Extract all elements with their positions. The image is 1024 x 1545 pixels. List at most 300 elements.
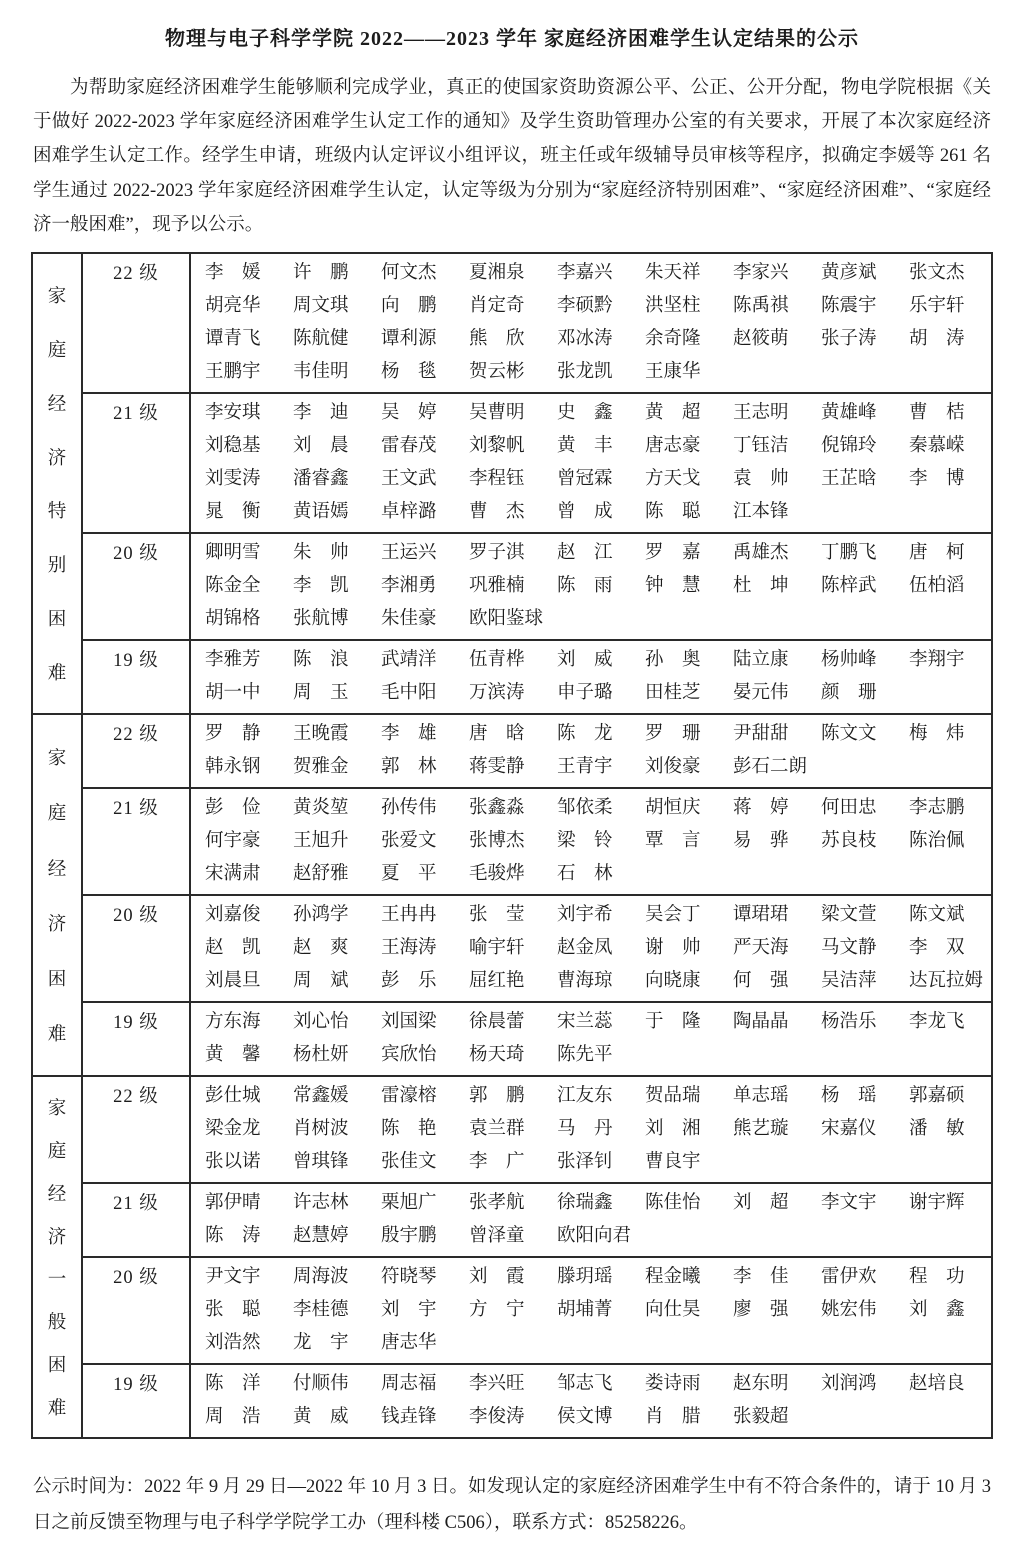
- student-name: 黄 丰: [557, 436, 613, 457]
- student-name: 夏湘泉: [469, 263, 525, 284]
- table-row: [32, 1257, 992, 1364]
- student-name: 李志鹏: [909, 798, 965, 819]
- student-name: 李俊涛: [469, 1407, 525, 1428]
- student-name: 李家兴: [733, 263, 789, 284]
- student-name: 单志瑶: [733, 1086, 789, 1107]
- student-name: 程 功: [909, 1267, 965, 1288]
- student-name: 韦佳明: [293, 362, 349, 383]
- student-name: 李程钰: [469, 469, 525, 490]
- category-char: 难: [47, 1399, 67, 1420]
- student-name: 丁钰洁: [733, 436, 789, 457]
- student-name: 宋满肃: [205, 864, 261, 885]
- category-char: 难: [47, 1024, 67, 1045]
- student-name: 李雅芳: [205, 650, 261, 671]
- student-name: 王晚霞: [293, 724, 349, 745]
- name-row: [205, 496, 987, 529]
- table-row: [32, 533, 992, 640]
- table-row: [32, 640, 992, 714]
- table-row: [32, 1183, 992, 1257]
- student-name: 曹海琼: [557, 971, 613, 992]
- name-row: [205, 751, 987, 784]
- name-row: [205, 430, 987, 463]
- student-name: 李 广: [469, 1152, 525, 1173]
- student-name: 贺品瑞: [645, 1086, 701, 1107]
- student-name: 刘雯涛: [205, 469, 261, 490]
- table-row: [32, 1076, 992, 1183]
- student-name: 何文杰: [381, 263, 437, 284]
- student-name: 夏 平: [381, 864, 437, 885]
- student-name: 张龙凯: [557, 362, 613, 383]
- student-name: 曾冠霖: [557, 469, 613, 490]
- name-row: [205, 858, 987, 891]
- student-name: 秦慕嵘: [909, 436, 965, 457]
- names-cell: [190, 393, 992, 533]
- table-row: [32, 714, 992, 788]
- names-cell: [190, 253, 992, 393]
- name-row: [205, 463, 987, 496]
- student-name: 赵 江: [557, 543, 613, 564]
- student-name: 万滨涛: [469, 683, 525, 704]
- student-name: 达瓦拉姆: [909, 971, 984, 992]
- student-name: 李 媛: [205, 263, 261, 284]
- student-name: 李桂德: [293, 1300, 349, 1321]
- student-name: 谭青飞: [205, 329, 261, 350]
- student-name: 欧阳向君: [557, 1226, 632, 1247]
- student-name: 张泽钊: [557, 1152, 613, 1173]
- name-row: [205, 644, 987, 677]
- student-name: 娄诗雨: [645, 1374, 701, 1395]
- student-name: 罗子淇: [469, 543, 525, 564]
- name-row: [205, 537, 987, 570]
- student-name: 黄炎堃: [293, 798, 349, 819]
- student-name: 乐宇轩: [909, 296, 965, 317]
- student-name: 张航博: [293, 609, 349, 630]
- name-row: [205, 1113, 987, 1146]
- student-name: 黄 馨: [205, 1045, 261, 1066]
- category-char: 特: [47, 502, 67, 523]
- name-row: [205, 1401, 987, 1434]
- name-row: [205, 356, 987, 389]
- student-name: 唐 柯: [909, 543, 965, 564]
- student-name: 孙鸿学: [293, 905, 349, 926]
- student-name: 陈 雨: [557, 576, 613, 597]
- name-row: [205, 1146, 987, 1179]
- category-cell: [32, 714, 82, 1076]
- student-name: 曾泽童: [469, 1226, 525, 1247]
- student-name: 刘 晨: [293, 436, 349, 457]
- student-name: 赵东明: [733, 1374, 789, 1395]
- name-row: [205, 1261, 987, 1294]
- student-name: 胡一中: [205, 683, 261, 704]
- student-name: 熊 欣: [469, 329, 525, 350]
- student-name: 江本锋: [733, 502, 789, 523]
- student-name: 黄彦斌: [821, 263, 877, 284]
- student-name: 胡恒庆: [645, 798, 701, 819]
- category-char: 庭: [47, 1141, 67, 1162]
- student-name: 黄 威: [293, 1407, 349, 1428]
- student-name: 毛中阳: [381, 683, 437, 704]
- student-name: 程金曦: [645, 1267, 701, 1288]
- recognition-table: [31, 252, 993, 1439]
- student-name: 周 玉: [293, 683, 349, 704]
- student-name: 刘 鑫: [909, 1300, 965, 1321]
- names-cell: [190, 1076, 992, 1183]
- student-name: 张毅超: [733, 1407, 789, 1428]
- student-name: 黄语嫣: [293, 502, 349, 523]
- student-name: 陈 聪: [645, 502, 701, 523]
- student-name: 向晓康: [645, 971, 701, 992]
- student-name: 彭石二朗: [733, 757, 808, 778]
- student-name: 胡埔菁: [557, 1300, 613, 1321]
- category-char: 家: [47, 749, 67, 770]
- student-name: 雷伊欢: [821, 1267, 877, 1288]
- grade-cell: 22 级: [82, 1076, 190, 1183]
- names-cell: [190, 1183, 992, 1257]
- student-name: 周海波: [293, 1267, 349, 1288]
- student-name: 郭嘉硕: [909, 1086, 965, 1107]
- student-name: 罗 嘉: [645, 543, 701, 564]
- category-char: 庭: [47, 804, 67, 825]
- footer-paragraph: 公示时间为：2022 年 9 月 29 日—2022 年 10 月 3 日。如发现认定的家庭经济困难学生中有不符合条件的，请于 10 月 3 日之前反馈至物理与电子科学学院学工办（理科楼 C506），联系方式：85258226。: [33, 1477, 991, 1534]
- table-row: [32, 393, 992, 533]
- category-char: 困: [47, 1356, 67, 1377]
- category-char: 经: [47, 394, 67, 415]
- student-name: 史 鑫: [557, 403, 613, 424]
- student-name: 黄 超: [645, 403, 701, 424]
- student-name: 李 双: [909, 938, 965, 959]
- student-name: 向仕昊: [645, 1300, 701, 1321]
- name-row: [205, 323, 987, 356]
- names-cell: [190, 895, 992, 1002]
- grade-cell: 20 级: [82, 895, 190, 1002]
- student-name: 唐志豪: [645, 436, 701, 457]
- student-name: 谢宇辉: [909, 1193, 965, 1214]
- student-name: 彭 俭: [205, 798, 261, 819]
- student-name: 刘嘉俊: [205, 905, 261, 926]
- name-row: [205, 899, 987, 932]
- student-name: 陈梓武: [821, 576, 877, 597]
- names-cell: [190, 1002, 992, 1076]
- student-name: 谢 帅: [645, 938, 701, 959]
- student-name: 雷濠榕: [381, 1086, 437, 1107]
- grade-cell: 20 级: [82, 533, 190, 640]
- student-name: 张以诺: [205, 1152, 261, 1173]
- name-row: [205, 825, 987, 858]
- student-name: 刘俊豪: [645, 757, 701, 778]
- student-name: 李 凯: [293, 576, 349, 597]
- student-name: 杨浩乐: [821, 1012, 877, 1033]
- student-name: 赵培良: [909, 1374, 965, 1395]
- intro-paragraph: 为帮助家庭经济困难学生能够顺利完成学业，真正的使国家资助资源公平、公正、公开分配，物电学院根据《关于做好 2022-2023 学年家庭经济困难学生认定工作的通知》及学生资助管理办公室的有关要求，开展了本次家庭经济困难学生认定工作。经学生申请，班级内认定评议小组评议，班主任或年级辅导员审核等程序，拟确定李媛等 261 名学生通过 2022-2023 学年家庭经济困难学生认定，认定等级为分别为“家庭经济特别困难”、“家庭经济困难”、“家庭经济一般困难”，现予以公示。: [33, 78, 991, 235]
- student-name: 陈禹祺: [733, 296, 789, 317]
- student-name: 吴会丁: [645, 905, 701, 926]
- student-name: 晁 衡: [205, 502, 261, 523]
- student-name: 许志林: [293, 1193, 349, 1214]
- student-name: 朱天祥: [645, 263, 701, 284]
- student-name: 伍柏滔: [909, 576, 965, 597]
- student-name: 袁 帅: [733, 469, 789, 490]
- student-name: 尹甜甜: [733, 724, 789, 745]
- grade-cell: 20 级: [82, 1257, 190, 1364]
- student-name: 谭利源: [381, 329, 437, 350]
- student-name: 梅 炜: [909, 724, 965, 745]
- name-row: [205, 1039, 987, 1072]
- student-name: 贺云彬: [469, 362, 525, 383]
- category-char: 经: [47, 1184, 67, 1205]
- category-char: 济: [47, 1227, 67, 1248]
- category-vertical-label: [33, 254, 81, 713]
- student-name: 吴洁萍: [821, 971, 877, 992]
- student-name: 李 佳: [733, 1267, 789, 1288]
- student-name: 王运兴: [381, 543, 437, 564]
- student-name: 赵慧婷: [293, 1226, 349, 1247]
- student-name: 梁金龙: [205, 1119, 261, 1140]
- category-char: 家: [47, 286, 67, 307]
- student-name: 曹良宇: [645, 1152, 701, 1173]
- grade-cell: 21 级: [82, 788, 190, 895]
- name-row: [205, 932, 987, 965]
- name-row: [205, 1327, 987, 1360]
- table-row: [32, 788, 992, 895]
- name-row: [205, 1187, 987, 1220]
- grade-cell: 21 级: [82, 393, 190, 533]
- student-name: 王芷晗: [821, 469, 877, 490]
- student-name: 王海涛: [381, 938, 437, 959]
- category-char: 济: [47, 914, 67, 935]
- student-name: 罗 珊: [645, 724, 701, 745]
- student-name: 何田忠: [821, 798, 877, 819]
- student-name: 马文静: [821, 938, 877, 959]
- student-name: 刘 宇: [381, 1300, 437, 1321]
- student-name: 廖 强: [733, 1300, 789, 1321]
- student-name: 唐志华: [381, 1333, 437, 1354]
- category-char: 难: [47, 664, 67, 685]
- student-name: 刘润鸿: [821, 1374, 877, 1395]
- student-name: 杨 瑶: [821, 1086, 877, 1107]
- student-name: 李安琪: [205, 403, 261, 424]
- student-name: 江友东: [557, 1086, 613, 1107]
- student-name: 徐晨蕾: [469, 1012, 525, 1033]
- student-name: 陈金全: [205, 576, 261, 597]
- category-char: 经: [47, 859, 67, 880]
- student-name: 孙 奥: [645, 650, 701, 671]
- student-name: 吴曹明: [469, 403, 525, 424]
- student-name: 王鹏宇: [205, 362, 261, 383]
- table-row: [32, 1002, 992, 1076]
- student-name: 刘 超: [733, 1193, 789, 1214]
- student-name: 易 骅: [733, 831, 789, 852]
- names-cell: [190, 714, 992, 788]
- student-name: 栗旭广: [381, 1193, 437, 1214]
- student-name: 刘晨旦: [205, 971, 261, 992]
- student-name: 王冉冉: [381, 905, 437, 926]
- student-name: 余奇隆: [645, 329, 701, 350]
- name-row: [205, 1006, 987, 1039]
- name-row: [205, 603, 987, 636]
- student-name: 周文琪: [293, 296, 349, 317]
- student-name: 张鑫淼: [469, 798, 525, 819]
- student-name: 韩永钢: [205, 757, 261, 778]
- student-name: 伍青桦: [469, 650, 525, 671]
- name-row: [205, 792, 987, 825]
- student-name: 陶晶晶: [733, 1012, 789, 1033]
- student-name: 李 雄: [381, 724, 437, 745]
- name-row: [205, 397, 987, 430]
- student-name: 王青宇: [557, 757, 613, 778]
- student-name: 钱垚锋: [381, 1407, 437, 1428]
- student-name: 张文杰: [909, 263, 965, 284]
- student-name: 屈红艳: [469, 971, 525, 992]
- student-name: 李文宇: [821, 1193, 877, 1214]
- student-name: 陈治佩: [909, 831, 965, 852]
- student-name: 方天戈: [645, 469, 701, 490]
- category-vertical-label: [33, 715, 81, 1075]
- grade-cell: 19 级: [82, 1364, 190, 1438]
- student-name: 符晓琴: [381, 1267, 437, 1288]
- student-name: 严天海: [733, 938, 789, 959]
- student-name: 蒋 婷: [733, 798, 789, 819]
- category-char: 般: [47, 1313, 67, 1334]
- student-name: 张孝航: [469, 1193, 525, 1214]
- student-name: 曹 桔: [909, 403, 965, 424]
- student-name: 刘稳基: [205, 436, 261, 457]
- student-name: 毛骏烨: [469, 864, 525, 885]
- student-name: 彭仕城: [205, 1086, 261, 1107]
- student-name: 苏良枝: [821, 831, 877, 852]
- student-name: 李硕黔: [557, 296, 613, 317]
- category-char: 一: [47, 1270, 67, 1291]
- student-name: 丁鹏飞: [821, 543, 877, 564]
- student-name: 杜 坤: [733, 576, 789, 597]
- student-name: 付顺伟: [293, 1374, 349, 1395]
- names-cell: [190, 788, 992, 895]
- student-name: 常鑫媛: [293, 1086, 349, 1107]
- student-name: 晏元伟: [733, 683, 789, 704]
- name-row: [205, 570, 987, 603]
- student-name: 李 博: [909, 469, 965, 490]
- student-name: 张子涛: [821, 329, 877, 350]
- student-name: 陈先平: [557, 1045, 613, 1066]
- student-name: 赵舒雅: [293, 864, 349, 885]
- student-name: 贺雅金: [293, 757, 349, 778]
- student-name: 邹志飞: [557, 1374, 613, 1395]
- student-name: 覃 言: [645, 831, 701, 852]
- name-row: [205, 1368, 987, 1401]
- category-cell: [32, 253, 82, 714]
- category-char: 困: [47, 610, 67, 631]
- student-name: 赵 爽: [293, 938, 349, 959]
- grade-cell: 19 级: [82, 640, 190, 714]
- student-name: 胡 涛: [909, 329, 965, 350]
- student-name: 张 莹: [469, 905, 525, 926]
- student-name: 陈佳怡: [645, 1193, 701, 1214]
- name-row: [205, 1080, 987, 1113]
- student-name: 刘 霞: [469, 1267, 525, 1288]
- student-name: 郭 鹏: [469, 1086, 525, 1107]
- student-name: 李翔宇: [909, 650, 965, 671]
- category-char: 困: [47, 969, 67, 990]
- student-name: 钟 慧: [645, 576, 701, 597]
- student-name: 田桂芝: [645, 683, 701, 704]
- student-name: 肖树波: [293, 1119, 349, 1140]
- student-name: 刘 威: [557, 650, 613, 671]
- student-name: 张佳文: [381, 1152, 437, 1173]
- student-name: 陈航健: [293, 329, 349, 350]
- student-name: 邹依柔: [557, 798, 613, 819]
- student-name: 刘 湘: [645, 1119, 701, 1140]
- name-row: [205, 257, 987, 290]
- student-name: 刘浩然: [205, 1333, 261, 1354]
- category-char: 家: [47, 1098, 67, 1119]
- student-name: 侯文博: [557, 1407, 613, 1428]
- name-row: [205, 718, 987, 751]
- category-char: 庭: [47, 340, 67, 361]
- grade-cell: 22 级: [82, 714, 190, 788]
- table-row: [32, 253, 992, 393]
- student-name: 宾欣怡: [381, 1045, 437, 1066]
- student-name: 周志福: [381, 1374, 437, 1395]
- student-name: 陈 涛: [205, 1226, 261, 1247]
- student-name: 赵 凯: [205, 938, 261, 959]
- student-name: 方 宁: [469, 1300, 525, 1321]
- student-name: 喻宇轩: [469, 938, 525, 959]
- student-name: 申子璐: [557, 683, 613, 704]
- student-name: 王志明: [733, 403, 789, 424]
- student-name: 彭 乐: [381, 971, 437, 992]
- names-cell: [190, 1257, 992, 1364]
- student-name: 滕玥瑶: [557, 1267, 613, 1288]
- student-name: 胡亮华: [205, 296, 261, 317]
- name-row: [205, 677, 987, 710]
- name-row: [205, 965, 987, 998]
- student-name: 曾琪锋: [293, 1152, 349, 1173]
- student-name: 梁 铃: [557, 831, 613, 852]
- student-name: 潘睿鑫: [293, 469, 349, 490]
- student-name: 谭珺珺: [733, 905, 789, 926]
- student-name: 曾 成: [557, 502, 613, 523]
- student-name: 杨帅峰: [821, 650, 877, 671]
- student-name: 肖 腊: [645, 1407, 701, 1428]
- student-name: 熊艺璇: [733, 1119, 789, 1140]
- student-name: 卓梓潞: [381, 502, 437, 523]
- student-name: 刘国梁: [381, 1012, 437, 1033]
- student-name: 陆立康: [733, 650, 789, 671]
- student-name: 洪坚柱: [645, 296, 701, 317]
- student-name: 颜 珊: [821, 683, 877, 704]
- student-name: 姚宏伟: [821, 1300, 877, 1321]
- table-row: [32, 1364, 992, 1438]
- student-name: 李龙飞: [909, 1012, 965, 1033]
- student-name: 吴 婷: [381, 403, 437, 424]
- student-name: 何宇豪: [205, 831, 261, 852]
- student-name: 唐 晗: [469, 724, 525, 745]
- student-name: 刘黎帆: [469, 436, 525, 457]
- student-name: 杨天琦: [469, 1045, 525, 1066]
- category-char: 济: [47, 448, 67, 469]
- student-name: 王旭升: [293, 831, 349, 852]
- category-cell: [32, 1076, 82, 1438]
- category-vertical-label: [33, 1077, 81, 1437]
- student-name: 宋兰蕊: [557, 1012, 613, 1033]
- student-name: 曹 杰: [469, 502, 525, 523]
- student-name: 赵金凤: [557, 938, 613, 959]
- student-name: 巩雅楠: [469, 576, 525, 597]
- name-row: [205, 1220, 987, 1253]
- table-row: [32, 895, 992, 1002]
- name-row: [205, 1294, 987, 1327]
- student-name: 王文武: [381, 469, 437, 490]
- student-name: 朱 帅: [293, 543, 349, 564]
